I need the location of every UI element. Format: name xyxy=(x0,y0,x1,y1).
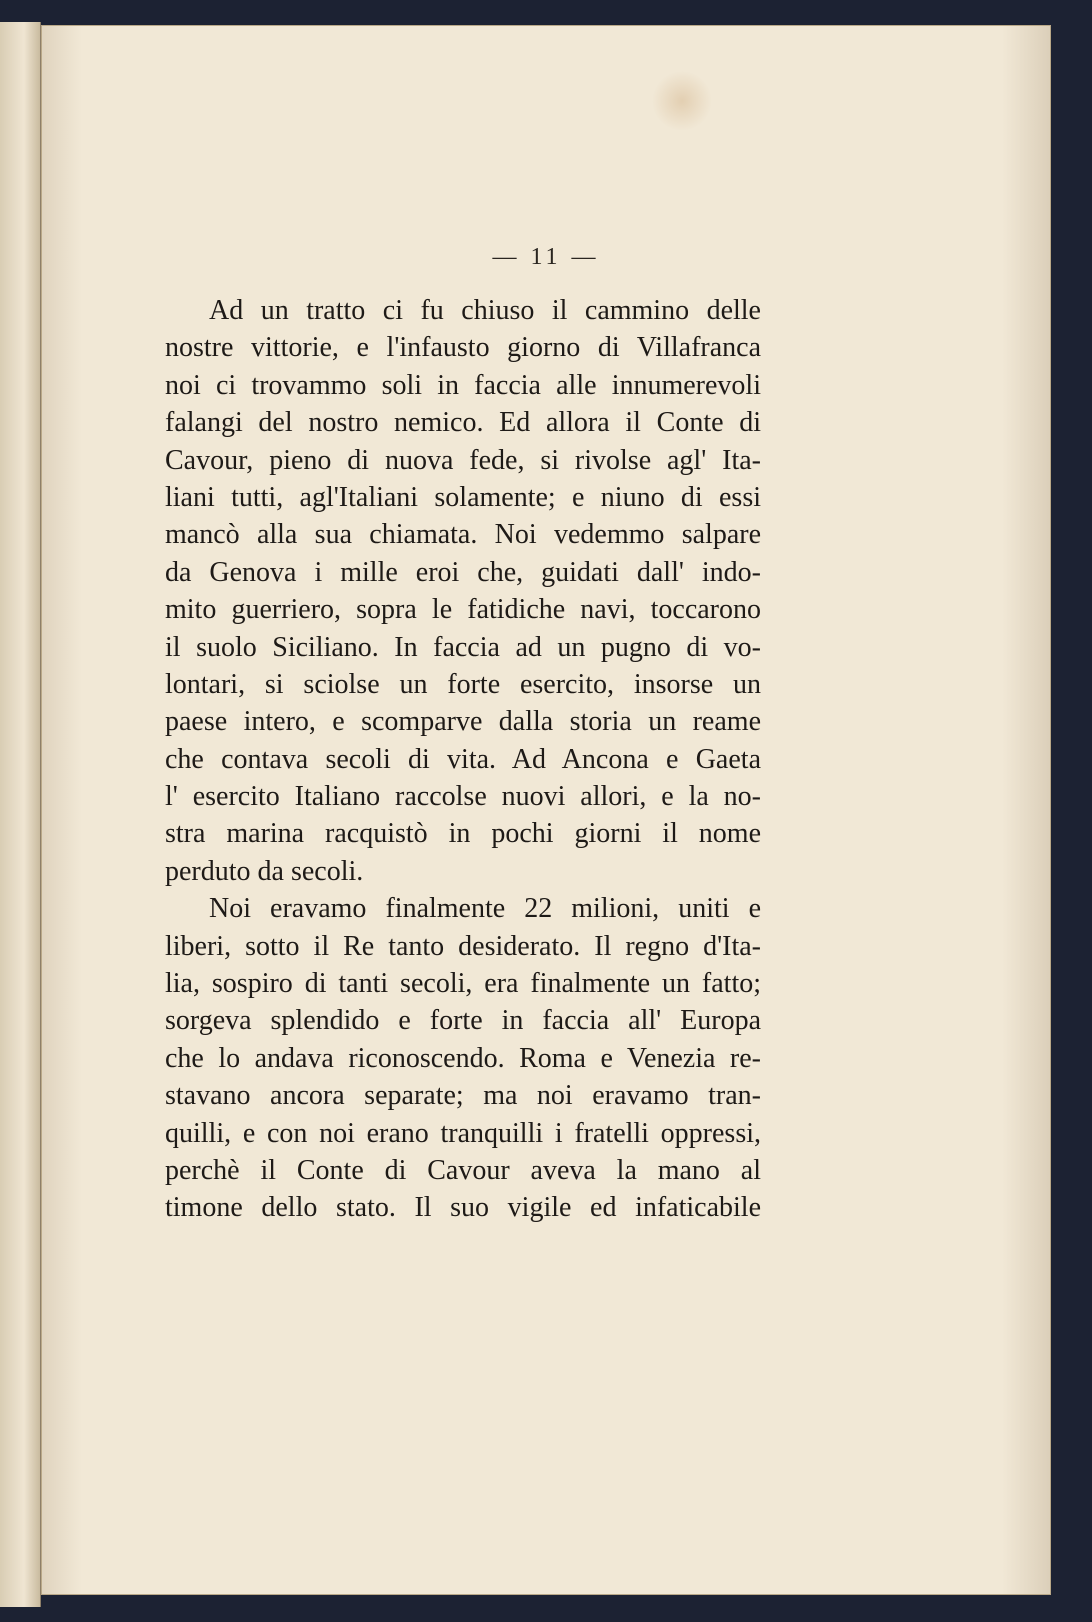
text-line: Ad un tratto ci fu chiuso il cammino delle xyxy=(209,295,761,326)
text-line: l' esercito Italiano raccolse nuovi allori, e la no- xyxy=(165,781,761,813)
text-line: perduto da secoli. xyxy=(165,855,364,887)
body-text xyxy=(165,292,761,1227)
text-line: falangi del nostro nemico. Ed allora il Conte di xyxy=(165,407,761,439)
text-line: quilli, e con noi erano tranquilli i fratelli oppressi, xyxy=(165,1117,761,1149)
text-line: liberi, sotto il Re tanto desiderato. Il regno d'Ita- xyxy=(165,930,761,962)
text-line: paese intero, e scomparve dalla storia un reame xyxy=(165,706,761,738)
text-line: mito guerriero, sopra le fatidiche navi, toccarono xyxy=(165,594,761,626)
text-line: Cavour, pieno di nuova fede, si rivolse agl' Ita- xyxy=(165,444,761,476)
text-line: noi ci trovammo soli in faccia alle innumerevoli xyxy=(165,369,761,401)
text-line: timone dello stato. Il suo vigile ed infaticabile xyxy=(165,1192,761,1224)
text-line: liani tutti, agl'Italiani solamente; e niuno di essi xyxy=(165,481,761,513)
page-number: — 11 — xyxy=(492,244,600,270)
text-line: che contava secoli di vita. Ad Ancona e Gaeta xyxy=(165,743,761,775)
text-line: lontari, si sciolse un forte esercito, insorse un xyxy=(165,668,761,700)
text-line: perchè il Conte di Cavour aveva la mano al xyxy=(165,1154,761,1186)
book-page xyxy=(42,26,1050,1594)
text-line: stavano ancora separate; ma noi eravamo tran- xyxy=(165,1080,761,1112)
text-line: mancò alla sua chiamata. Noi vedemmo salpare xyxy=(165,519,761,551)
adjacent-page-edge xyxy=(0,22,41,1607)
text-line: nostre vittorie, e l'infausto giorno di Villafranca xyxy=(165,332,761,364)
text-line: stra marina racquistò in pochi giorni il nome xyxy=(165,818,761,850)
text-line: che lo andava riconoscendo. Roma e Venezia re- xyxy=(165,1042,761,1074)
text-line: sorgeva splendido e forte in faccia all' Europa xyxy=(165,1005,761,1037)
text-line: il suolo Siciliano. In faccia ad un pugno di vo- xyxy=(165,631,761,663)
text-line: da Genova i mille eroi che, guidati dall' indo- xyxy=(165,556,761,588)
text-line: Noi eravamo finalmente 22 milioni, uniti e xyxy=(209,893,761,925)
text-line: lia, sospiro di tanti secoli, era finalmente un fatto; xyxy=(165,968,761,1000)
